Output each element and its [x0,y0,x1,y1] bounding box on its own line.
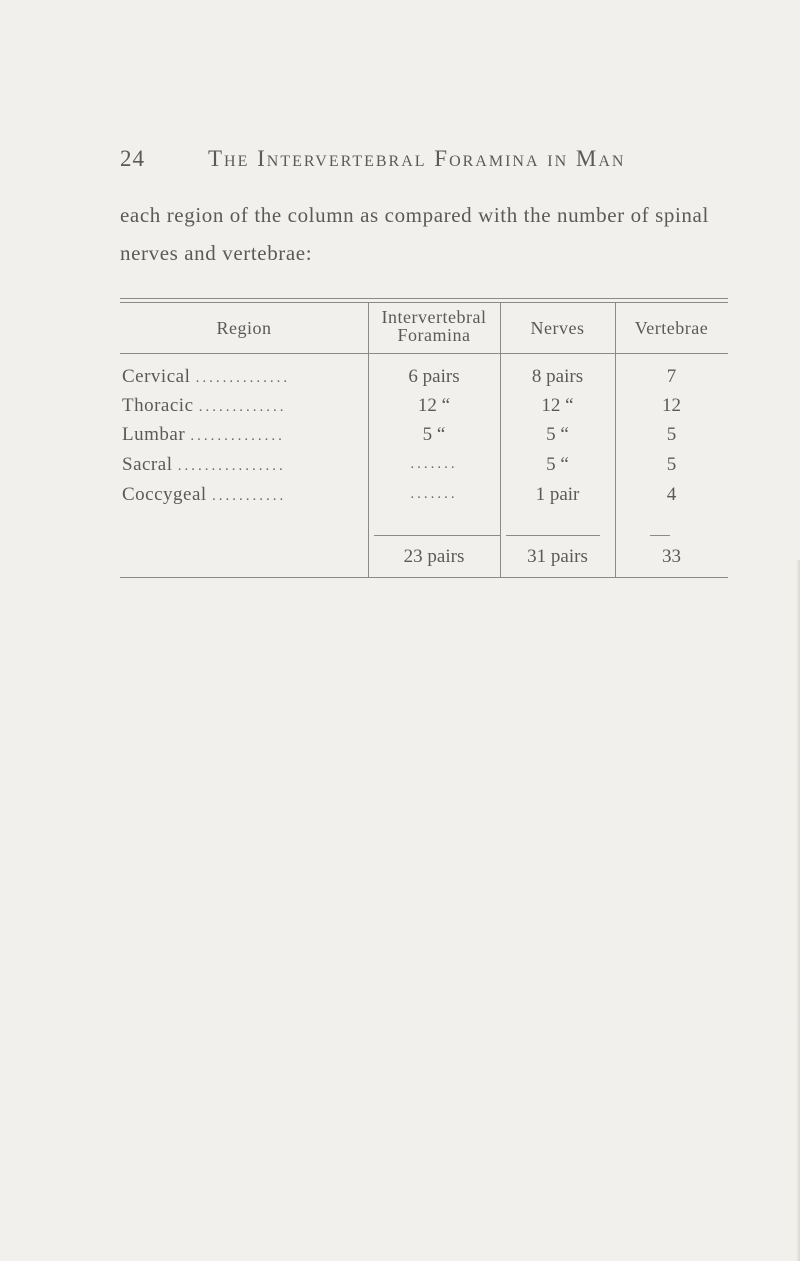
table-row-foramina: 12 “ [417,395,451,416]
table-row-region: Sacral ................ [122,454,286,475]
table-top-rule [120,298,728,299]
page-edge-shadow [796,560,800,1261]
total-foramina: 23 pairs [403,546,465,567]
table-row-nerves: 1 pair [535,484,580,505]
table-row-region: Thoracic ............. [122,395,287,416]
table-row-vertebrae: 4 [666,484,677,505]
table-row-foramina: ....... [410,456,458,472]
total-rule-vertebrae [650,535,670,536]
header-foramina-line1: Intervertebral [381,307,487,327]
table-row-region: Coccygeal ........... [122,484,287,505]
table-row-nerves: 12 “ [541,395,574,416]
header-rule [120,353,728,354]
table-row-foramina: ....... [410,486,458,502]
table-bottom-rule [120,577,728,578]
total-rule-nerves [506,535,600,536]
data-table [120,298,728,580]
table-row-region: Lumbar .............. [122,424,285,445]
total-nerves: 31 pairs [527,546,588,567]
table-row-foramina: 6 pairs [408,366,460,387]
table-row-vertebrae: 5 [666,454,677,475]
running-head [120,146,680,176]
table-row-vertebrae: 7 [666,366,677,387]
total-rule-foramina [374,535,500,536]
table-row-nerves: 5 “ [546,454,569,475]
table-row-foramina: 5 “ [422,424,446,445]
table-top-rule-2 [120,302,728,303]
header-foramina-line2: Foramina [397,325,471,345]
table-row-vertebrae: 12 [662,395,681,416]
table-row-nerves: 8 pairs [531,366,584,387]
intro-paragraph: each region of the column as compared with the number of spinal nerves and vertebrae: [120,203,709,265]
table-row-region: Cervical .............. [122,366,291,387]
header-foramina [368,308,500,344]
header-nerves: Nerves [530,318,585,338]
header-vertebrae: Vertebrae [634,318,709,338]
page-number: 24 [120,146,145,171]
total-vertebrae: 33 [662,546,681,567]
running-title: The Intervertebral Foramina in Man [208,146,626,171]
header-region: Region [216,318,272,338]
table-row-vertebrae: 5 [666,424,677,445]
table-row-nerves: 5 “ [546,424,569,445]
